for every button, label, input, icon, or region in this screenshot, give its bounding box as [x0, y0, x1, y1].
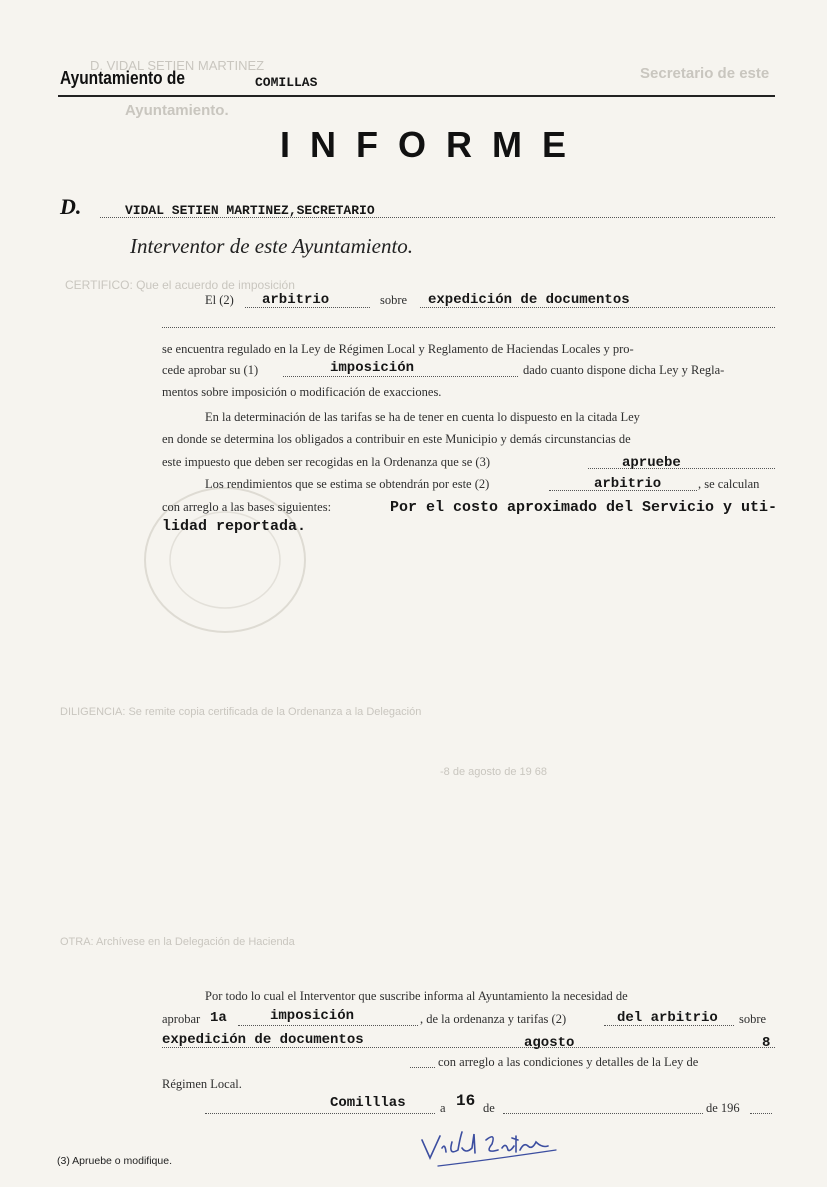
header-label: Ayuntamiento de [60, 68, 186, 88]
header-municipality: COMILLAS [255, 75, 318, 90]
conclusion-field-number: 8 [762, 1035, 771, 1051]
p3-line1a: Los rendimientos que se estima se obtendrán por este (2) [205, 477, 490, 491]
conclusion-line3b: con arreglo a las condiciones y detalles de la Ley de [438, 1055, 699, 1069]
p2-line1: En la determinación de las tarifas se ha de tener en cuenta lo dispuesto en la citada Ley [205, 410, 640, 424]
p1-el: El (2) [205, 293, 234, 307]
conclusion-field-action: imposición [270, 1008, 355, 1024]
official-role: Interventor de este Ayuntamiento. [130, 234, 414, 258]
p3-line2a: con arreglo a las bases siguientes: [162, 500, 332, 514]
conclusion-field-month: agosto [524, 1035, 575, 1051]
date-place-line [205, 1113, 435, 1114]
date-de1: de [483, 1101, 495, 1115]
official-prefix: D. [60, 194, 82, 219]
p2-line3a: este impuesto que deben ser recogidas en la Ordenanza que se (3) [162, 455, 490, 469]
conclusion-line2c: sobre [739, 1012, 767, 1026]
date-a: a [440, 1101, 446, 1115]
official-name-line [100, 217, 775, 218]
p3-field-bases-line1: Por el costo aproximado del Servicio y uti- [390, 499, 778, 516]
bleed-through-text: CERTIFICO: Que el acuerdo de imposición [65, 278, 295, 292]
date-de2: de 196 [706, 1101, 740, 1115]
p1-extra-line [162, 327, 775, 328]
conclusion-field4-line [410, 1067, 435, 1068]
bleed-through-text: DILIGENCIA: Se remite copia certificada de la Ordenanza a la Delegación [60, 706, 422, 718]
conclusion-line1: Por todo lo cual el Interventor que suscribe informa al Ayuntamiento la necesidad de [205, 989, 628, 1003]
p1-field-subject: expedición de documentos [428, 292, 630, 308]
p1-field-action: imposición [330, 360, 415, 376]
p2-field-approve: apruebe [622, 455, 681, 471]
conclusion-line4: Régimen Local. [162, 1077, 242, 1091]
conclusion-line2a: aprobar [162, 1012, 201, 1026]
conclusion-field-tax: del arbitrio [617, 1010, 718, 1026]
p2-field1-line [588, 468, 775, 469]
date-year-line [750, 1113, 772, 1114]
p1-field3-line [283, 376, 518, 377]
p3-field-tax-type: arbitrio [594, 476, 662, 492]
p2-line2: en donde se determina los obligados a contribuir en este Municipio y demás circunstancias de [162, 432, 631, 446]
p1-line2: se encuentra regulado en la Ley de Régimen Local y Reglamento de Haciendas Locales y pro- [162, 342, 634, 356]
conclusion-line2b: , de la ordenanza y tarifas (2) [420, 1012, 567, 1026]
conclusion-mark: 1a [210, 1010, 227, 1026]
p1-sobre: sobre [380, 293, 408, 307]
p1-field-tax-type: arbitrio [262, 292, 330, 308]
bleed-through-text: OTRA: Archívese en la Delegación de Hacienda [60, 936, 295, 948]
page-title: I N F O R M E [280, 124, 572, 165]
p1-line3b: dado cuanto dispone dicha Ley y Regla- [523, 363, 725, 377]
bleed-through-text: Ayuntamiento. [125, 102, 229, 119]
p3-line1b: , se calculan [698, 477, 760, 491]
footnote: (3) Apruebe o modifique. [57, 1155, 172, 1167]
bleed-through-text: -8 de agosto de 19 68 [440, 766, 548, 778]
p1-line3a: cede aprobar su (1) [162, 363, 259, 377]
date-place: Comilllas [330, 1095, 406, 1111]
official-name: VIDAL SETIEN MARTINEZ,SECRETARIO [125, 203, 375, 218]
header-rule [58, 95, 775, 97]
p1-line4: mentos sobre imposición o modificación de exacciones. [162, 385, 442, 399]
date-month-line [503, 1113, 703, 1114]
conclusion-field1-line [238, 1025, 418, 1026]
bleed-through-text: D. VIDAL SETIEN MARTINEZ [90, 58, 265, 73]
conclusion-field-subject: expedición de documentos [162, 1032, 364, 1048]
bleed-through-text: Secretario de este [640, 65, 770, 82]
signature [418, 1126, 566, 1174]
p3-field-bases-line2: lidad reportada. [162, 518, 307, 535]
date-day: 16 [456, 1092, 476, 1110]
